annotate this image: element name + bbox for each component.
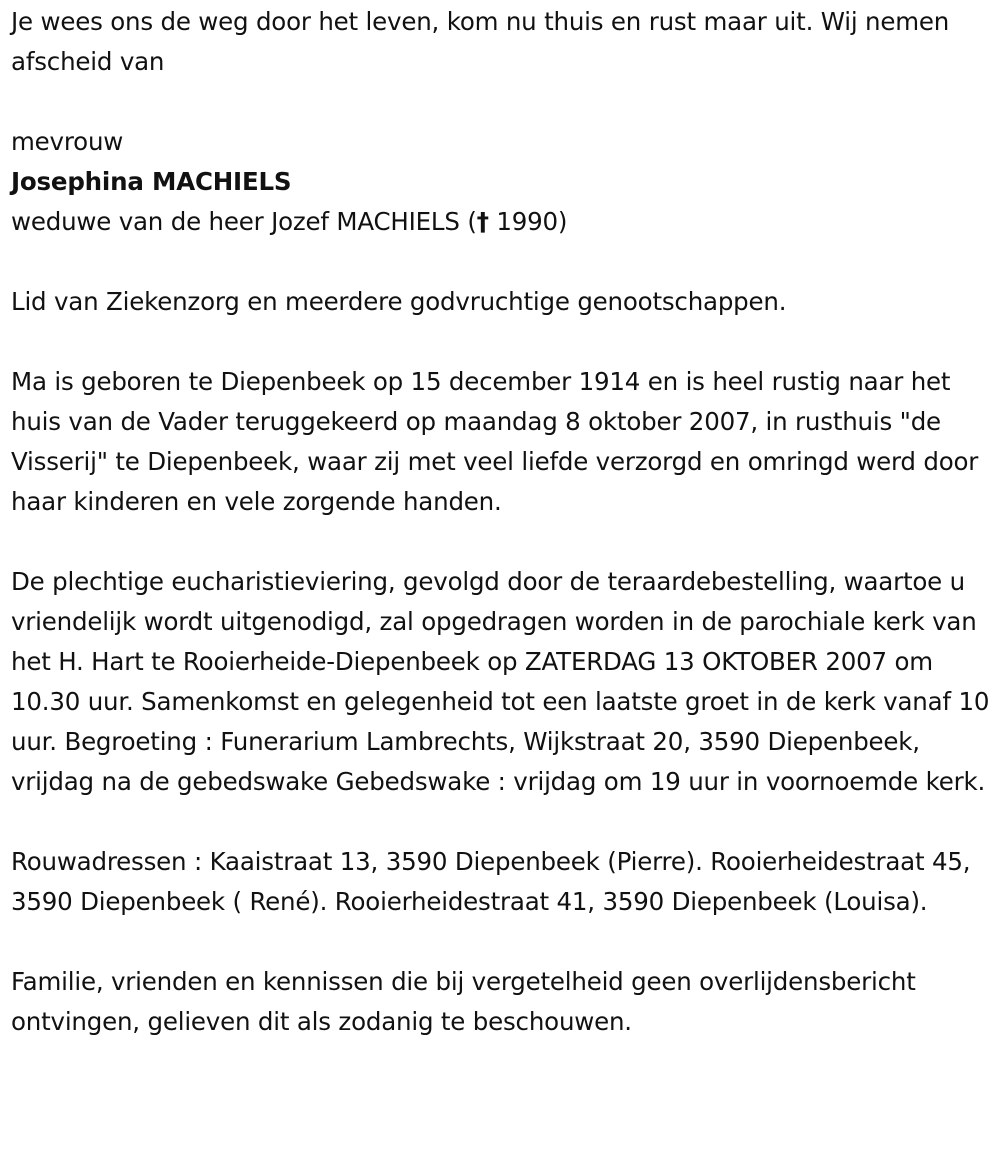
widow-of-year: 1990) [488, 207, 568, 236]
closing-text: Familie, vrienden en kennissen die bij vergetelheid geen overlijdensbericht ontvingen, gelieven dit als zodanig te beschouwen. [11, 967, 916, 1036]
ceremony-text: De plechtige eucharistieviering, gevolgd door de teraardebestelling, waartoe u vriendelijk wordt uitgenodigd, zal opgedragen worden in de parochiale kerk van het H. Hart te Rooierheide-Diepenbeek op ZATERDAG 13 OKTOBER 2007 om 10.30 uur. Samenkomst en gelegenheid tot een laatste groet in de kerk vanaf 10 uur. Begroeting : Funerarium Lambrechts, Wijkstraat 20, 3590 Diepenbeek, vrijdag na de gebedswake Gebedswake : vrijdag om 19 uur in voornoemde kerk. [11, 567, 990, 796]
membership-text: Lid van Ziekenzorg en meerdere godvruchtige genootschappen. [11, 287, 787, 316]
intro-text: Je wees ons de weg door het leven, kom nu thuis en rust maar uit. Wij nemen afscheid van [11, 7, 950, 76]
widow-of-line [11, 202, 991, 242]
addresses-text: Rouwadressen : Kaaistraat 13, 3590 Diepenbeek (Pierre). Rooierheidestraat 45, 3590 Diepenbeek ( René). Rooierheidestraat 41, 3590 Diepenbeek (Louisa). [11, 847, 971, 916]
deceased-name: Josephina MACHIELS [11, 167, 292, 196]
title-prefix: mevrouw [11, 127, 124, 156]
biography-text: Ma is geboren te Diepenbeek op 15 december 1914 en is heel rustig naar het huis van de Vader teruggekeerd op maandag 8 oktober 2007, in rusthuis "de Visserij" te Diepenbeek, waar zij met veel liefde verzorgd en omringd werd door haar kinderen en vele zorgende handen. [11, 367, 979, 516]
widow-of-text: weduwe van de heer Jozef MACHIELS ( [11, 207, 477, 236]
cross-icon: † [476, 207, 489, 236]
